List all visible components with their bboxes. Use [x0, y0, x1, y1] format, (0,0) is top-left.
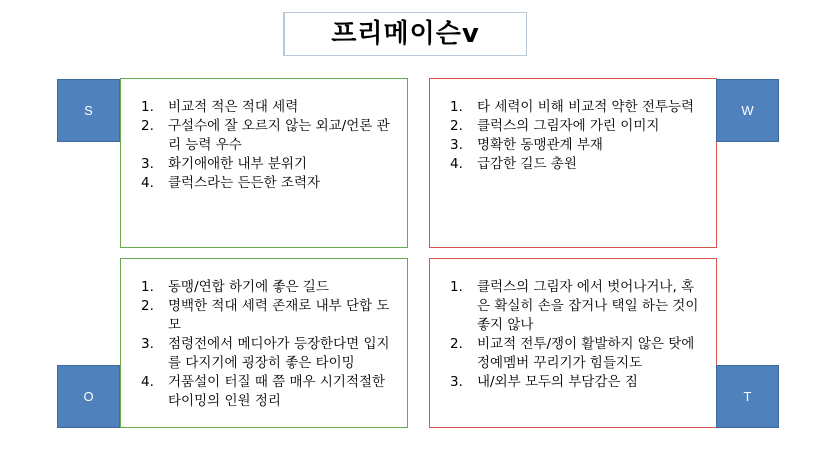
list-item [450, 136, 706, 155]
item-text: 명백한 적대 세력 존재로 내부 단합 도모 [168, 298, 390, 333]
strengths-label: S [57, 79, 120, 142]
weaknesses-box [429, 78, 717, 248]
item-number: 1. [450, 279, 463, 295]
item-text: 구설수에 잘 오르지 않는 외교/언론 관리 능력 우수 [168, 118, 390, 153]
item-number: 3. [141, 336, 154, 352]
threats-label: T [716, 365, 779, 428]
opportunities-box [120, 258, 408, 428]
list-item [141, 174, 397, 193]
list-item [141, 117, 397, 155]
item-text: 급감한 길드 총원 [477, 156, 577, 172]
item-number: 2. [141, 118, 154, 134]
strengths-box [120, 78, 408, 248]
list-item [450, 373, 706, 392]
threats-list [450, 278, 706, 392]
page-title: 프리메이슨v [331, 19, 480, 49]
item-text: 화기애애한 내부 분위기 [168, 156, 307, 172]
item-text: 명확한 동맹관계 부재 [477, 137, 603, 153]
list-item [141, 297, 397, 335]
item-text: 타 세력이 비해 비교적 약한 전투능력 [477, 99, 695, 115]
list-item [450, 155, 706, 174]
list-item [141, 155, 397, 174]
item-number: 4. [141, 175, 154, 191]
list-item [141, 278, 397, 297]
item-number: 3. [450, 137, 463, 153]
weaknesses-list [450, 98, 706, 174]
item-number: 2. [450, 336, 463, 352]
item-text: 동맹/연합 하기에 좋은 길드 [168, 279, 329, 295]
item-text: 내/외부 모두의 부담감은 짐 [477, 374, 638, 390]
item-text: 클럭스라는 든든한 조력자 [168, 175, 321, 191]
item-number: 3. [450, 374, 463, 390]
item-text: 비교적 전투/쟁이 활발하지 않은 탓에 정예멤버 꾸리기가 힘들지도 [477, 336, 695, 371]
item-text: 거품설이 터질 때 쯤 매우 시기적절한 타이밍의 인원 정리 [168, 374, 386, 409]
list-item [450, 335, 706, 373]
title-box [283, 12, 527, 56]
threats-box [429, 258, 717, 428]
list-item [450, 117, 706, 136]
item-number: 1. [141, 99, 154, 115]
item-text: 클럭스의 그림자 에서 벗어나거나, 혹은 확실히 손을 잡거나 택일 하는 것이 좋지 않나 [477, 279, 699, 333]
item-number: 4. [141, 374, 154, 390]
list-item [141, 98, 397, 117]
strengths-list [141, 98, 397, 193]
item-number: 4. [450, 156, 463, 172]
item-number: 2. [141, 298, 154, 314]
opportunities-label: O [57, 365, 120, 428]
opportunities-list [141, 278, 397, 411]
item-text: 클럭스의 그림자에 가린 이미지 [477, 118, 660, 134]
item-number: 1. [450, 99, 463, 115]
item-text: 점령전에서 메디아가 등장한다면 입지를 다지기에 굉장히 좋은 타이밍 [168, 336, 390, 371]
item-text: 비교적 적은 적대 세력 [168, 99, 299, 115]
item-number: 1. [141, 279, 154, 295]
item-number: 3. [141, 156, 154, 172]
list-item [450, 98, 706, 117]
item-number: 2. [450, 118, 463, 134]
weaknesses-label: W [716, 79, 779, 142]
list-item [450, 278, 706, 335]
list-item [141, 373, 397, 411]
list-item [141, 335, 397, 373]
